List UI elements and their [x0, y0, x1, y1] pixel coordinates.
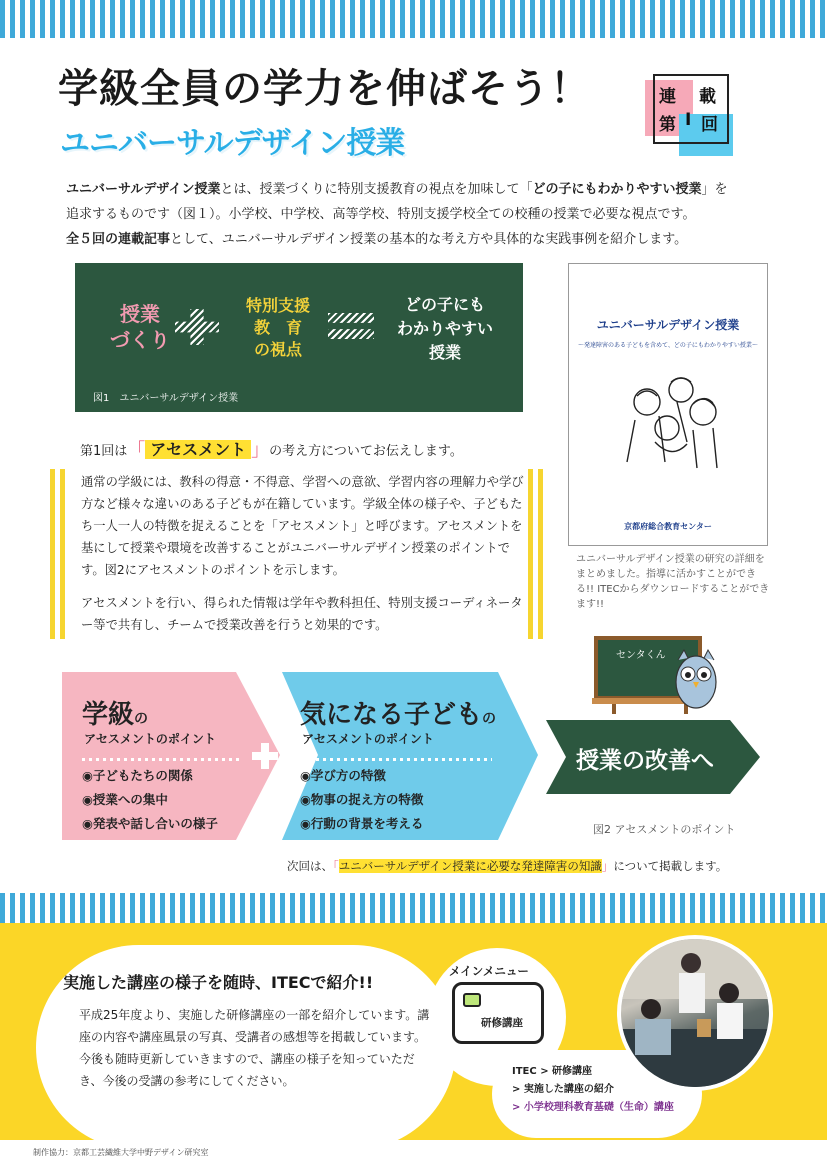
fig1-caption: 図1 ユニバーサルデザイン授業 [93, 393, 239, 404]
list-item: ◉授業への集中 [82, 792, 168, 807]
main-menu-title: メインメニュー [449, 964, 529, 978]
list-item: ◉発表や話し合いの様子 [82, 816, 218, 831]
promo-title: 実施した講座の様子を随時、ITECで紹介!! [63, 973, 374, 992]
lead-line: 第1回は「 アセスメント 」の考え方についてお伝えします。 [80, 440, 463, 461]
children-illustration-icon [617, 372, 727, 472]
training-menu-label: 研修講座 [481, 1017, 523, 1029]
list-item: ◉学び方の特徴 [300, 768, 386, 783]
mascot-board-text: センタくん [616, 650, 666, 661]
accent-bar [50, 469, 55, 639]
promo-text: 平成25年度より、実施した研修講座の一部を紹介しています。講座の内容や講座風景の写真、受講者の感想等を掲載しています。今後も随時更新していきますので、講座の様子を知っていただき、今後の受講の参考にしてください。 [79, 1008, 430, 1088]
figure-1-board [75, 263, 523, 412]
breadcrumb-item[interactable]: > 小学校理科教育基礎（生命）講座 [512, 1102, 674, 1113]
series-char: 第 [659, 115, 676, 135]
training-menu-button[interactable] [452, 982, 544, 1044]
equals-icon [328, 313, 374, 339]
box1-list [82, 764, 218, 836]
accent-bar [528, 469, 533, 639]
intro-text: ユニバーサルデザイン授業とは、授業づくりに特別支援教育の視点を加味して「どの子にもわかりやすい授業」を 追求するものです（図１）。小学校、中学校、高等学校、特別支援学校全ての校種の授業で必要な視点です。 全５回の連載記事として、ユニバーサルデザイン授業の基本的な考え方や具体的な実践事例を紹介します。 [66, 182, 728, 247]
fig1-term-support: 特別支援 教 育 の視点 [245, 296, 310, 359]
body-paragraph-2: アセスメントを行い、得られた情報は学年や教科担任、特別支援コーディネーター等で共有し、チームで授業改善を行うと効果的です。 [81, 596, 523, 632]
credit-line: 制作協力：京都工芸繊維大学中野デザイン研究室 [33, 1148, 209, 1157]
book-subtitle: ～発達障害のある子どもを含めて、どの子にもわかりやすい授業～ [578, 342, 758, 349]
body-paragraph-1: 通常の学級には、教科の得意・不得意、学習への意欲、学習内容の理解力や学び方など様々な違いのある子どもが在籍しています。学級全体の様子や、子どもたち一人一人の特徴を捉えることを「アセスメント」と呼びます。アセスメントを基にして授業や環境を改善することがユニバーサルデザイン授業のポイントです。図2にアセスメントのポイントを示します。 [81, 475, 524, 577]
fig1-term-lesson: 授業 づくり [110, 302, 170, 352]
box2-list [300, 764, 423, 836]
series-char: 連 [659, 87, 676, 107]
series-char: 回 [701, 115, 718, 135]
list-item: ◉子どもたちの関係 [82, 768, 193, 783]
next-issue-line: 次回は、「ユニバーサルデザイン授業に必要な発達障害の知識」について掲載します。 [287, 859, 728, 873]
box1-sub: アセスメントのポイント [84, 732, 216, 746]
breadcrumb-item[interactable]: ITEC > 研修講座 [512, 1066, 593, 1077]
classroom-photo [617, 935, 773, 1091]
page-subtitle: ユニバーサルデザイン授業 [60, 126, 405, 161]
book-publisher: 京都府総合教育センター [624, 522, 712, 531]
series-badge [645, 74, 735, 156]
book-note: ユニバーサルデザイン授業の研究の詳細をまとめました。指導に活かすことができる!! ITECからダウンロードすることができます!! [576, 554, 770, 610]
fig2-caption: 図2 アセスメントのポイント [593, 823, 736, 836]
fig1-term-result: どの子にも わかりやすい 授業 [396, 295, 493, 362]
list-item: ◉行動の背景を考える [300, 816, 424, 831]
window-icon [463, 993, 481, 1007]
mid-stripe [0, 893, 827, 923]
series-char: 載 [699, 87, 716, 107]
top-stripe [0, 0, 827, 38]
box2-head: 気になる子どもの [300, 700, 497, 730]
book-title: ユニバーサルデザイン授業 [596, 318, 740, 332]
box2-sub: アセスメントのポイント [302, 732, 434, 746]
body-text [81, 471, 526, 636]
box3-label: 授業の改善へ [576, 748, 714, 774]
page-title: 学級全員の学力を伸ばそう！ [58, 66, 591, 112]
series-char: Ⅰ [685, 110, 692, 130]
accent-bar [60, 469, 65, 639]
breadcrumb-item[interactable]: > 実施した講座の紹介 [512, 1084, 614, 1095]
assessment-highlight: アセスメント [145, 440, 251, 459]
list-item: ◉物事の捉え方の特徴 [300, 792, 424, 807]
accent-bar [538, 469, 543, 639]
box1-head: 学級の [82, 700, 149, 730]
book-cover [568, 263, 768, 546]
